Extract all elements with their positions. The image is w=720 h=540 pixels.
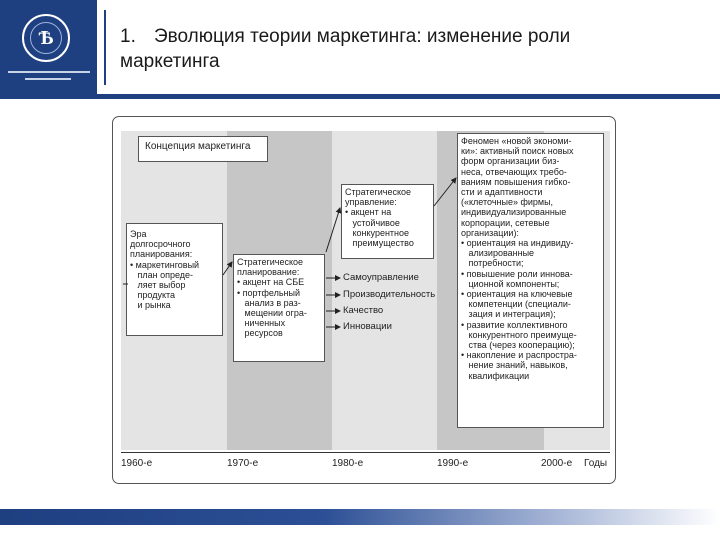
arrow-planning-to-management [326, 208, 340, 252]
label-self-management: Самоуправление [343, 272, 419, 283]
label-productivity: Производительность [343, 289, 436, 300]
concept-label: Концепция маркетинга [138, 136, 268, 162]
year-1960s: 1960-е [121, 458, 153, 469]
year-1990s: 1990-е [437, 458, 469, 469]
year-1970s: 1970-е [227, 458, 259, 469]
year-1980s: 1980-е [332, 458, 364, 469]
label-quality: Качество [343, 305, 384, 316]
time-axis [121, 452, 610, 453]
logo-mark: Ѣ [30, 22, 62, 54]
arrow-era-to-planning [223, 262, 232, 275]
slide-number: 1. [120, 26, 136, 47]
new-economy-box: Феномен «новой экономи- ки»: активный поиск новых форм организации биз- неса, отвечающих требо- ваниям повышения гибко- сти и адаптивности («клеточные» фирмы, индивидуализированные корпорации, сетевые организации): • ориентация на индивиду- ализированные потребности; • повышение роли иннова- ционной компоненты; • ориентация на ключевые компетенции (специали- зация и интеграция); • развитие коллективного конкурентного преимуще- ства (через кооперацию); • накопление и распростра- нение знаний, навыков, квалификации [457, 133, 604, 428]
arrow-management-to-new-economy [434, 178, 456, 206]
years-unit: Годы [584, 458, 608, 469]
strategic-management-box: Стратегическое управление: • акцент на устойчивое конкурентное преимущество [341, 184, 434, 259]
label-innovations: Инновации [343, 321, 392, 332]
footer-bar [0, 509, 720, 525]
strategic-planning-box: Стратегическое планирование: • акцент на СБЕ • портфельный анализ в раз- мещении огра- ниченных ресурсов [233, 254, 325, 362]
title-line-1: Эволюция теории маркетинга: изменение роли [154, 26, 571, 47]
title-line-2: маркетинга [120, 51, 220, 72]
long-term-planning-box: Эра долгосрочного планирования: • маркетинговый план опреде- ляет выбор продукта и рынка [126, 223, 223, 336]
year-2000s: 2000-е [541, 458, 573, 469]
